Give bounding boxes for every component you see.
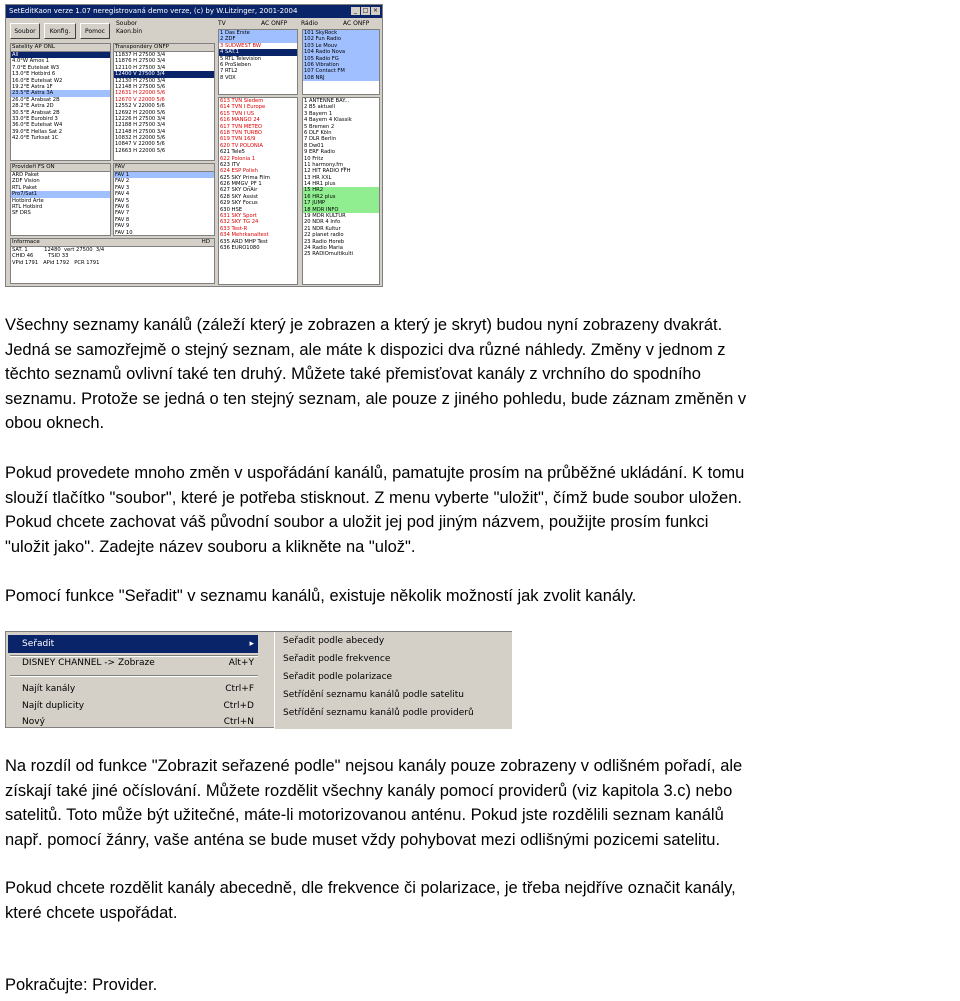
list-item[interactable]: 17 JUMP xyxy=(303,200,379,206)
text-line: Všechny seznamy kanálů (záleží který je zobrazen a který je skryt) budou nyní zobrazeny dvakrát. xyxy=(5,316,723,334)
list-item[interactable]: 8 VOX xyxy=(220,74,236,81)
list-item[interactable]: 632 SKY TG 24 xyxy=(220,219,259,226)
tv-flags: AC ONFP xyxy=(261,20,288,27)
list-item[interactable]: FAV 3 xyxy=(115,184,130,191)
list-item[interactable]: 12148 H 27500 5/6 xyxy=(115,83,166,90)
menu-shortcut: Ctrl+F xyxy=(225,684,254,694)
close-icon[interactable]: × xyxy=(372,7,379,14)
list-item[interactable]: 23.5°E Astra 3A xyxy=(11,90,110,96)
list-item[interactable]: 621 Tele5 xyxy=(220,149,245,156)
text-line: Pokud chcete zachovat váš původní soubor a uložit jej pod jiným názvem, použijte prosím funkci xyxy=(5,513,709,531)
list-item[interactable]: RTL Hotbird xyxy=(12,203,43,210)
list-item[interactable]: 30.5°E Arabsat 2B xyxy=(12,109,60,116)
info-header xyxy=(11,239,214,247)
list-item[interactable]: 20 NDR 4 Info xyxy=(304,219,341,226)
list-item[interactable]: 21 NDR Kultur xyxy=(304,225,341,232)
info-panel xyxy=(10,238,215,284)
list-item[interactable]: 12 HIT RADIO FFH xyxy=(304,168,351,175)
list-item[interactable]: FAV 10 xyxy=(115,229,133,236)
list-item[interactable]: Pro7/Sat1 xyxy=(11,191,110,197)
menu-item-label: Najít kanály xyxy=(22,684,76,694)
menu-shortcut: Ctrl+D xyxy=(223,701,254,711)
menu-shortcut: Alt+Y xyxy=(228,658,254,668)
text-line: Pokračujte: Provider. xyxy=(5,976,158,994)
list-item[interactable]: 33.0°E Eurobird 3 xyxy=(12,115,58,122)
paragraph-difference xyxy=(5,754,742,852)
list-item[interactable]: 28.2°E Astra 2D xyxy=(12,103,54,110)
list-item[interactable]: 2 ZDF xyxy=(219,36,297,42)
list-item[interactable]: FAV 5 xyxy=(115,197,130,204)
list-item[interactable]: 1 ANTENNE BAY... xyxy=(304,98,350,104)
transponder-list[interactable] xyxy=(113,43,215,161)
text-line: obou oknech. xyxy=(5,414,105,432)
list-item[interactable]: 24 Radio Maria xyxy=(304,244,343,251)
text-line: získají také jiné očíslování. Můžete rozdělit všechny kanály pomocí providerů (viz kapitola 3.c) nebo xyxy=(5,781,733,800)
konfig-button[interactable]: Konfig. xyxy=(44,23,76,39)
list-item[interactable]: 5 RTL Television xyxy=(220,55,262,62)
window-titlebar xyxy=(6,5,382,18)
list-item[interactable]: 627 SKY OnAir xyxy=(220,187,258,194)
list-item[interactable]: 104 Radio Nova xyxy=(303,49,379,55)
submenu-item-abecedy[interactable]: Seřadit podle abecedy xyxy=(283,636,385,646)
submenu-arrow-icon: ▸ xyxy=(249,639,254,649)
menu-item-label: Najít duplicity xyxy=(22,701,85,711)
list-item[interactable]: FAV 2 xyxy=(115,178,130,185)
paragraph-intro xyxy=(5,313,746,436)
list-item[interactable]: 8 Dw01 xyxy=(304,142,324,149)
radio-label: Rádio xyxy=(301,20,318,27)
submenu-item-satelitu[interactable]: Setřídění seznamu kanálů podle satelitu xyxy=(283,690,464,700)
menu-item-label: DISNEY CHANNEL -> Zobraze xyxy=(22,658,155,668)
list-item[interactable]: 7 RTL2 xyxy=(220,68,238,75)
list-item[interactable]: ARD Paket xyxy=(12,172,39,178)
list-item[interactable]: ZDF Vision xyxy=(12,178,40,185)
list-item[interactable]: 102 Fun Radio xyxy=(303,36,379,42)
list-item[interactable]: 42.0°E Turksat 1C xyxy=(12,135,59,142)
list-item[interactable]: 7.0°E Eutelsat W3 xyxy=(12,64,59,71)
text-line: slouží tlačítko "soubor", které je potřeba stisknout. Z menu vyberte "uložit", čímž bude soubor uložen. xyxy=(5,488,742,507)
list-item[interactable]: 19.2°E Astra 1F xyxy=(12,83,53,90)
menu-item-label: Seřadit xyxy=(22,639,55,649)
list-item[interactable]: 4 Bayern 4 Klassik xyxy=(304,117,352,124)
list-item[interactable]: 613 TVN Siedem xyxy=(220,98,264,104)
list-item[interactable]: 619 TVN 16/9 xyxy=(220,136,256,143)
provider-list-header: Provideři FS ON xyxy=(11,164,110,172)
list-item[interactable]: 5 Bremen 2 xyxy=(304,123,335,130)
menu-item-seradit[interactable] xyxy=(8,635,258,653)
list-item[interactable]: RTL Paket xyxy=(12,184,38,191)
text-line: Pokud provedete mnoho změn v uspořádání kanálů, pamatujte prosím na průběžné ukládání. K tomu xyxy=(5,464,745,482)
list-item[interactable]: 3 Bayern 1 xyxy=(304,110,333,117)
text-line: které chcete uspořádat. xyxy=(5,903,178,922)
list-item[interactable]: FAV 9 xyxy=(115,223,130,230)
tv-label: TV xyxy=(218,20,226,27)
tv-list-bottom[interactable] xyxy=(218,97,298,285)
list-item[interactable]: 4.0°W Amos 1 xyxy=(12,58,50,65)
list-item[interactable]: FAV 4 xyxy=(115,191,130,198)
menu-item-najit-duplicity[interactable] xyxy=(8,697,258,715)
menu-item-novy[interactable] xyxy=(8,714,258,728)
menu-item-najit-kanaly[interactable] xyxy=(8,680,258,698)
paragraph-continue xyxy=(5,973,157,998)
list-item[interactable]: 615 TVN I US xyxy=(220,110,255,117)
list-item[interactable]: 630 HSE xyxy=(220,206,243,213)
list-item[interactable]: 10847 V 22000 5/6 xyxy=(115,141,165,148)
list-item[interactable]: 13.0°E Hotbird 6 xyxy=(12,71,56,78)
list-item[interactable]: 636 EURO1080 xyxy=(220,244,260,251)
list-item[interactable]: 2 B5 aktuell xyxy=(304,104,336,111)
list-item[interactable]: 1 Das Erste xyxy=(219,30,297,36)
text-line: Na rozdíl od funkce "Zobrazit seřazené podle" nejsou kanály pouze zobrazeny v odlišném pořadí, ale xyxy=(5,757,743,775)
list-item[interactable]: 633 Test-R xyxy=(220,225,248,232)
list-item[interactable]: 39.0°E Hellas Sat 2 xyxy=(12,128,63,135)
list-item[interactable]: 25 RADIOmultikulti xyxy=(304,251,354,258)
transponder-list-header: Transpondéry ONFP xyxy=(114,44,214,52)
list-item[interactable]: 628 SKY Assist xyxy=(220,193,259,200)
list-item[interactable]: 12692 H 22000 5/6 xyxy=(115,109,166,116)
list-item[interactable]: 11837 H 27500 3/4 xyxy=(115,52,166,58)
sort-submenu xyxy=(274,632,512,729)
list-item[interactable]: 12663 H 22000 5/6 xyxy=(115,147,166,154)
list-item[interactable]: 12188 H 27500 3/4 xyxy=(115,122,166,129)
list-item[interactable]: 106 Vibration xyxy=(303,62,379,68)
list-item[interactable]: 12552 V 22000 5/6 xyxy=(115,103,165,110)
paragraph-alphabet xyxy=(5,876,736,925)
pomoc-button[interactable]: Pomoc xyxy=(80,23,110,39)
text-line: Pomocí funkce "Seřadit" v seznamu kanálů, existuje několik možností jak zvolit kanály. xyxy=(5,587,637,605)
list-item[interactable]: 622 Polonia 1 xyxy=(220,155,256,162)
radio-list-top[interactable] xyxy=(302,29,380,95)
paragraph-saving xyxy=(5,461,744,559)
list-item[interactable]: 4 SAT.1 xyxy=(219,49,297,55)
list-item[interactable]: FAV 7 xyxy=(115,210,130,217)
list-item[interactable]: 15 HR2 xyxy=(303,187,379,193)
text-line: seznamu. Protože se jedná o ten stejný seznam, ale pouze z jiného pohledu, bude záznam změněn v xyxy=(5,389,747,408)
list-item[interactable]: 13 HR XXL xyxy=(304,174,332,181)
paragraph-sort xyxy=(5,584,636,609)
soubor-button[interactable]: Soubor xyxy=(10,23,40,39)
text-line: těchto seznamů ovlivní také ten druhý. Můžete také přemisťovat kanály z vrchního do spodního xyxy=(5,365,701,383)
satellite-list[interactable] xyxy=(10,43,111,161)
menu-item-label: Nový xyxy=(22,717,45,727)
file-name: Kaon.bin xyxy=(116,28,143,35)
text-line: Jedná se samozřejmě o stejný seznam, ale máte k dispozici dva různé náhledy. Změny v jednom z xyxy=(5,340,726,359)
list-item[interactable]: FAV 8 xyxy=(115,216,130,223)
context-menu xyxy=(5,631,512,728)
list-item[interactable]: 101 SkyRock xyxy=(303,30,379,36)
list-item[interactable]: 614 TVN I Europe xyxy=(220,104,266,111)
list-item[interactable]: 623 ITV xyxy=(220,161,240,168)
list-item[interactable]: 19 MDR KULTUR xyxy=(304,213,346,220)
list-item[interactable]: 629 SKY Focus xyxy=(220,200,258,207)
satellite-list-header: Satelity AP ONL xyxy=(11,44,110,52)
list-item[interactable]: 107 Contact FM xyxy=(303,68,379,74)
list-item[interactable]: 11876 H 27500 3/4 xyxy=(115,58,166,65)
menu-shortcut: Ctrl+N xyxy=(223,717,254,727)
radio-flags: AC ONFP xyxy=(343,20,370,27)
submenu-item-frekvence[interactable]: Seřadit podle frekvence xyxy=(283,654,391,664)
list-item[interactable]: 626 MMGV_PF 1 xyxy=(220,181,262,188)
list-item[interactable]: 12148 H 27500 3/4 xyxy=(115,128,166,135)
file-label: Soubor xyxy=(116,20,138,27)
list-item[interactable]: 9 ERF Radio xyxy=(304,149,336,156)
radio-list-bottom[interactable] xyxy=(302,97,380,285)
list-item[interactable]: 12670 V 22000 5/6 xyxy=(115,96,165,103)
list-item[interactable]: 14 HR1 plus xyxy=(304,181,336,188)
list-item[interactable]: 635 ARD MHP Test xyxy=(220,238,268,245)
info-line: SAT. 1 12480 vert 27500 3/4 xyxy=(12,247,105,253)
menu-item-zobrazit[interactable] xyxy=(8,654,258,672)
list-item[interactable]: FAV 1 xyxy=(114,172,214,178)
text-line: např. pomocí žánry, vaše anténa se bude muset vždy pohybovat mezi odlišnými pozicemi satelitu. xyxy=(5,830,721,849)
list-item[interactable]: Hotbird Arte xyxy=(12,197,44,204)
list-item[interactable]: 631 SKY Sport xyxy=(220,213,257,220)
hd-badge: HD xyxy=(201,239,210,245)
list-item[interactable]: 10 Fritz xyxy=(304,155,324,162)
list-item[interactable]: 624 ESP Polish xyxy=(220,168,258,175)
list-item[interactable]: SF DRS xyxy=(12,210,31,217)
list-item[interactable]: 616 MANGO 24 xyxy=(220,117,260,124)
list-item[interactable]: 12631 H 22000 5/6 xyxy=(115,90,166,97)
maximize-icon[interactable]: □ xyxy=(362,7,369,14)
menu-separator xyxy=(10,675,258,677)
list-item[interactable]: 7 DLR Berlin xyxy=(304,136,337,143)
list-item[interactable]: 18 MDR INFO xyxy=(303,207,379,213)
list-item[interactable]: 620 TV POLONIA xyxy=(220,142,263,149)
text-line: satelitů. Toto může být užitečné, máte-li motorizovanou anténu. Pokud jste rozdělili seznam kanálů xyxy=(5,806,724,824)
list-item[interactable]: 26.0°E Arabsat 2B xyxy=(12,96,60,103)
app-window xyxy=(5,4,383,287)
list-item[interactable]: 3 SÜDWEST BW xyxy=(220,42,262,49)
list-item[interactable]: All xyxy=(11,52,110,58)
list-item[interactable]: FAV 6 xyxy=(115,203,130,210)
list-item[interactable]: 108 NRJ xyxy=(303,75,379,81)
text-line: "uložit jako". Zadejte název souboru a klikněte na "ulož". xyxy=(5,537,416,556)
list-item[interactable]: 6 DLF Köln xyxy=(304,129,332,136)
list-item[interactable]: 12400 V 27500 3/4 xyxy=(114,71,214,77)
provider-list[interactable] xyxy=(10,163,111,236)
list-item[interactable]: 6 ProSieben xyxy=(220,61,251,68)
list-item[interactable]: 22 planet radio xyxy=(304,232,344,239)
list-item[interactable]: 625 SKY Prima Film xyxy=(220,174,270,181)
list-item[interactable]: 23 Radio Horeb xyxy=(304,238,345,245)
list-item[interactable]: 11 harmony.fm_ xyxy=(304,161,346,168)
list-item[interactable]: 16 HR2 plus xyxy=(303,194,379,200)
list-item[interactable]: 12226 H 27500 3/4 xyxy=(115,115,166,122)
info-line: CHID 46 TSID 33 xyxy=(12,253,69,260)
info-title: Informace xyxy=(12,239,40,245)
list-item[interactable]: 103 Le Mouv xyxy=(303,43,379,49)
text-line: Pokud chcete rozdělit kanály abecedně, dle frekvence či polarizace, je třeba nejdříve označit kanály, xyxy=(5,879,736,897)
submenu-item-polarizace[interactable]: Seřadit podle polarizace xyxy=(283,672,393,682)
fav-list-header: FAV xyxy=(114,164,214,172)
tv-list-top[interactable] xyxy=(218,29,298,95)
minimize-icon[interactable]: _ xyxy=(351,7,360,15)
list-item[interactable]: 105 Radio FG xyxy=(303,56,379,62)
list-item[interactable]: 12130 H 27500 3/4 xyxy=(115,77,166,84)
list-item[interactable]: 617 TVN METEO xyxy=(220,123,263,130)
window-title: SetEditKaon verze 1.07 neregistrovaná demo verze, (c) by W.Litzinger, 2001-2004 xyxy=(9,7,298,15)
list-item[interactable]: 12110 H 27500 3/4 xyxy=(115,64,166,71)
list-item[interactable]: 36.0°E Eutelsat W4 xyxy=(12,122,63,129)
list-item[interactable]: 618 TVN TURBO xyxy=(220,129,262,136)
fav-list[interactable] xyxy=(113,163,215,236)
submenu-item-provideru[interactable]: Setřídění seznamu kanálů podle providerů xyxy=(283,708,474,718)
list-item[interactable]: 10832 H 22000 5/6 xyxy=(115,135,166,142)
info-line: VPid 1791 APid 1792 PCR 1791 xyxy=(12,259,100,266)
list-item[interactable]: 634 Mehrkanaltest xyxy=(220,232,269,239)
list-item[interactable]: 16.0°E Eutelsat W2 xyxy=(12,77,63,84)
